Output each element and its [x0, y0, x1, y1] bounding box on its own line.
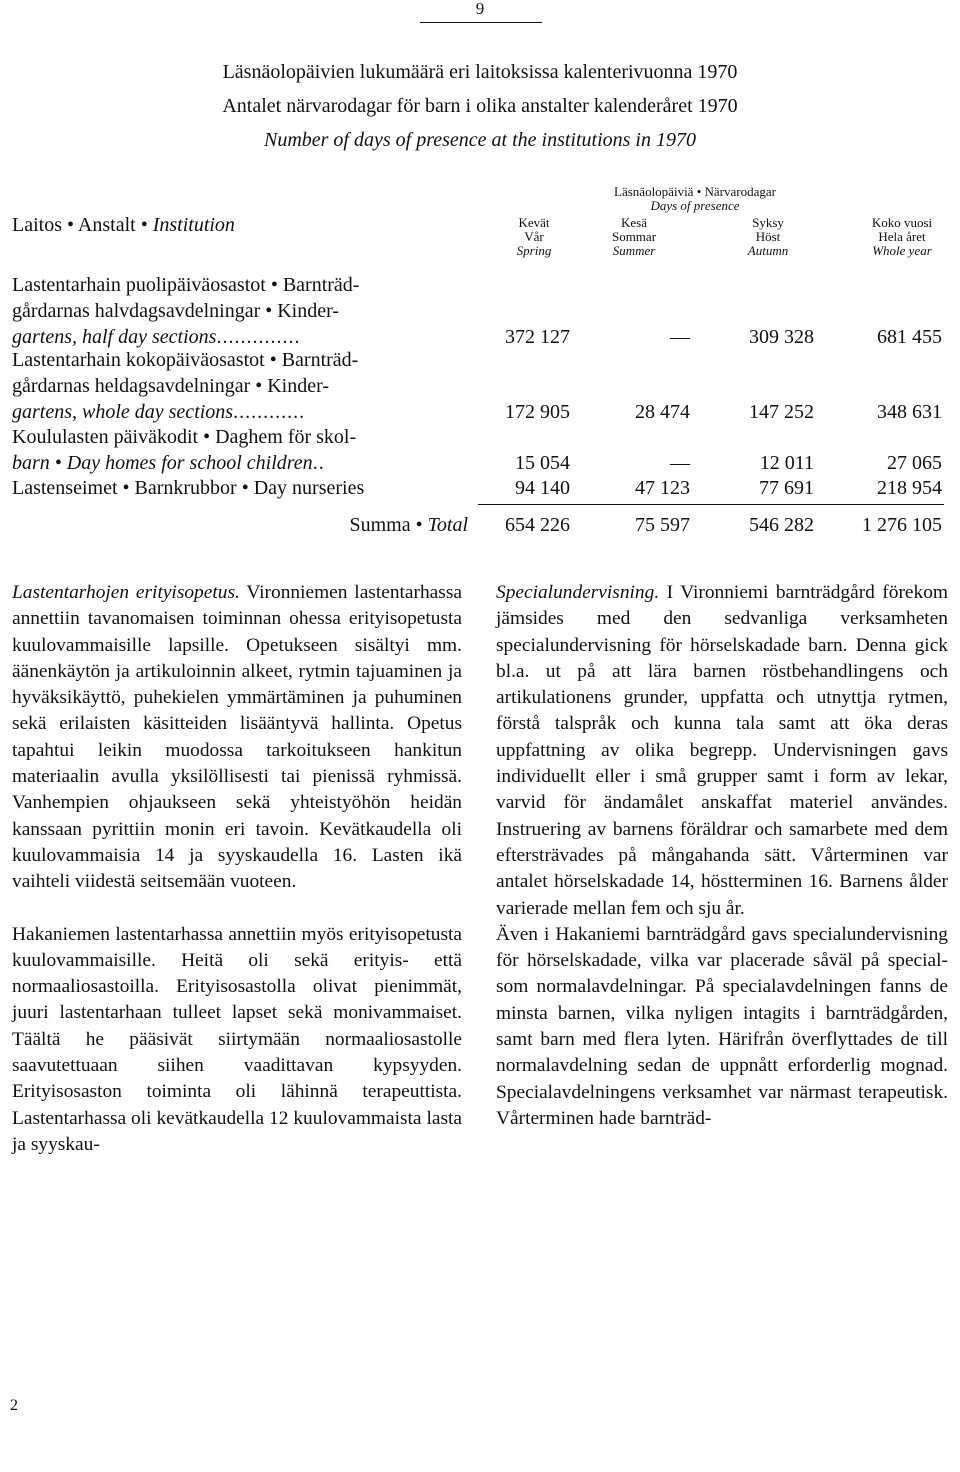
column-header-autumn	[726, 216, 810, 258]
paragraph-body: I Vironniemi barnträdgård förekom jämsides med den sedvanliga verksamheten specialundervisning för hörselskadade barn. Denna gick bl.a. ut på att lära barnen röstbehandlingens och artikulationens grunder, uppfatta och utnyttja rytmen, förstå talspråk och kunna tala samt att öka deras uppfattning av olika begrepp. Undervisningen gavs individuellt eller i små grupper samt i form av lekar, varvid för ändamålet anskaffat materiel användes. Instruering av barnens föräldrar och samarbete med dem eftersträvades på mångahanda sätt. Vårterminen var antalet hörselskadade 14, höstterminen 16. Barnens ålder varierade mellan fem och sju år.	[496, 582, 948, 919]
group-header-line1: Läsnäolopäiviä • Närvarodagar	[614, 184, 776, 199]
total-label-fi: Summa	[349, 514, 411, 536]
table-cell: 372 127	[505, 326, 570, 348]
total-cell: 1 276 105	[862, 514, 942, 536]
row-label-line: Lastentarhain kokopäiväosastot • Barnträd-	[12, 349, 359, 371]
swedish-text-column	[496, 580, 948, 1132]
table-row-label	[12, 475, 472, 501]
table-cell: 681 455	[877, 326, 942, 348]
total-rule	[478, 504, 944, 505]
table-cell: —	[670, 326, 690, 348]
table-row-label	[12, 272, 472, 350]
stub-header	[12, 214, 235, 236]
table-row-label	[12, 347, 472, 425]
footer-page-number: 2	[10, 1397, 18, 1414]
table-cell: 27 065	[887, 452, 942, 474]
total-label-en: Total	[427, 514, 468, 536]
title-english: Number of days of presence at the institutions in 1970	[263, 129, 696, 151]
dot-leader: ..	[312, 452, 325, 474]
dot-leader: ..............	[216, 326, 301, 348]
row-label-line: gartens, whole day sections	[12, 401, 234, 423]
column-header-en: Summer	[612, 243, 656, 258]
table-cell: —	[670, 452, 690, 474]
column-header-sv: Sommar	[611, 229, 657, 244]
paragraph-fi-2: Hakaniemen lastentarhassa annettiin myös erityisopetusta kuulovammaisille. Heitä oli sekä erityis- että normaaliosastoilla. Erityisosastolla olivat pienimmät, juuri lastentarhaan tulleet lapset sekä monivammaiset. Täältä he pääsivät siirtymään normaaliosastolle saavutettuaan siihen vaadittavan kypsyyden. Erityisosaston toiminta oli lähinnä terapeuttista. Lastentarhassa oli kevätkaudella 12 kuulovammaista lasta ja syyskau-	[12, 923, 462, 1155]
column-header-fi: Kesä	[621, 215, 647, 230]
column-header-spring	[490, 216, 578, 258]
table-cell: 309 328	[749, 326, 814, 348]
title-finnish: Läsnäolopäivien lukumäärä eri laitoksissa kalenterivuonna 1970	[222, 61, 738, 83]
table-cell: 47 123	[635, 477, 690, 499]
page-number: 9	[475, 0, 485, 18]
total-cell: 654 226	[505, 514, 570, 536]
column-header-en: Autumn	[747, 243, 789, 258]
paragraph-sv-2: Även i Hakaniemi barnträdgård gavs specialundervisning för hörselskadade, vilka var placerade såväl på special- som normalavdelningar. På specialavdelningen fanns de minsta barnen, vilka nyligen intagits i barnträdgården, samt barn med flera lyten. Härifrån överflyttades de till normalavdelning sedan de uppnått erforderlig mognad. Specialavdelningens verksamhet var närmast terapeutisk. Vårterminen hade barnträd-	[496, 923, 948, 1129]
row-label-line: Koululasten päiväkodit • Daghem för skol-	[12, 426, 357, 448]
stub-header-sv: Anstalt	[77, 214, 136, 236]
column-header-sv: Vår	[524, 229, 544, 244]
row-label-line: Lastenseimet • Barnkrubbor • Day nurseries	[12, 477, 365, 499]
column-header-fi: Kevät	[518, 215, 550, 230]
paragraph-heading: Lastentarhojen erityisopetus.	[12, 582, 240, 603]
total-label-sep: •	[410, 514, 428, 536]
dot-leader: ............	[233, 401, 306, 423]
table-cell: 348 631	[877, 401, 942, 423]
column-header-en: Spring	[516, 243, 552, 258]
row-label-line: gårdarnas halvdagsavdelningar • Kinder-	[12, 300, 340, 322]
column-header-whole-year	[852, 216, 952, 258]
table-row-label	[12, 424, 472, 476]
table-cell: 94 140	[515, 477, 570, 499]
group-header-line2: Days of presence	[650, 198, 740, 213]
column-header-sv: Höst	[755, 229, 781, 244]
row-label-line: barn • Day homes for school children	[12, 452, 313, 474]
total-label	[300, 514, 468, 536]
column-header-summer	[594, 216, 674, 258]
row-label-line: gårdarnas heldagsavdelningar • Kinder-	[12, 375, 330, 397]
stub-header-en: Institution	[152, 214, 235, 236]
row-label-line: Lastentarhain puolipäiväosastot • Barnträd-	[12, 274, 360, 296]
table-cell: 77 691	[759, 477, 814, 499]
column-header-sv: Hela året	[878, 229, 926, 244]
table-cell: 172 905	[505, 401, 570, 423]
paragraph-sv-1	[496, 580, 948, 922]
group-header	[560, 185, 830, 213]
title-swedish: Antalet närvarodagar för barn i olika anstalter kalenderåret 1970	[222, 95, 738, 117]
stub-header-sep: •	[62, 214, 78, 236]
column-header-fi: Syksy	[752, 215, 784, 230]
table-cell: 147 252	[749, 401, 814, 423]
table-cell: 218 954	[877, 477, 942, 499]
total-cell: 546 282	[749, 514, 814, 536]
table-cell: 12 011	[759, 452, 814, 474]
paragraph-heading: Specialundervisning.	[496, 582, 660, 603]
column-header-fi: Koko vuosi	[871, 215, 933, 230]
row-label-line: gartens, half day sections	[12, 326, 217, 348]
total-cell: 75 597	[635, 514, 690, 536]
paragraph-body: Vironniemen lastentarhassa annettiin tavanomaisen toiminnan ohessa erityisopetusta kuulovammaisille lapsille. Opetukseen sisältyi mm. äänenkäytön ja artikuloinnin alkeet, rytmin tajuaminen ja hyväksikäyttö, puhekielen ymmärtäminen ja puhuminen sekä erilaisten käsitteiden lisääntyvä hallinta. Opetus tapahtui leikin muodossa tarkoitukseen hankitun materiaalin avulla yksilöllisesti tai pienissä ryhmissä. Vanhempien ohjaukseen sekä yhteistyöhön heidän kanssaan pyrittiin monin eri tavoin. Kevätkaudella oli kuulovammaisia 14 ja syyskaudella 16. Lasten ikä vaihteli viidestä seitsemään vuoteen.	[12, 582, 462, 893]
finnish-text-column	[12, 580, 462, 1158]
column-header-en: Whole year	[872, 243, 932, 258]
page-number-rule	[420, 22, 542, 23]
table-cell: 28 474	[635, 401, 690, 423]
paragraph-fi-1	[12, 580, 462, 896]
stub-header-sep: •	[135, 214, 153, 236]
table-cell: 15 054	[515, 452, 570, 474]
stub-header-fi: Laitos	[12, 214, 62, 236]
